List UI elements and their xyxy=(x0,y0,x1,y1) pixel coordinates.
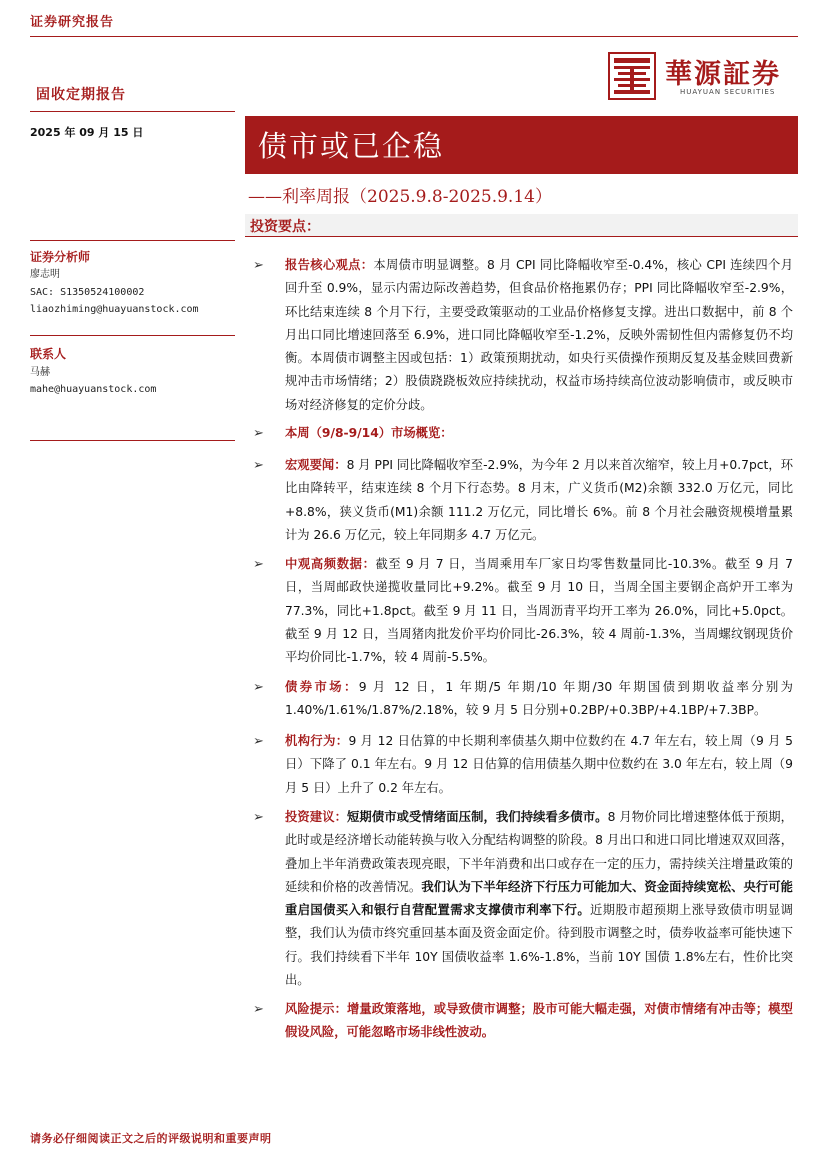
bond-paragraph xyxy=(285,676,793,723)
risk-paragraph xyxy=(285,998,793,1045)
meso-label: 中观高频数据： xyxy=(285,557,376,571)
macro-paragraph xyxy=(285,454,793,547)
sidebar-divider xyxy=(30,440,235,441)
contact-email[interactable]: mahe@huayuanstock.com xyxy=(30,384,157,395)
overview-label: 本周（9/8-9/14）市场概览： xyxy=(285,426,453,440)
advice-bold-1: 短期债市或受情绪面压制，我们持续看多债市。 xyxy=(347,810,608,824)
bond-label: 债券市场： xyxy=(285,680,359,694)
institution-paragraph xyxy=(285,730,793,800)
bullet-arrow-icon: ➢ xyxy=(253,810,264,825)
bullet-arrow-icon: ➢ xyxy=(253,258,264,273)
institution-label: 机构行为： xyxy=(285,734,349,748)
report-date: 2025 年 09 月 15 日 xyxy=(30,126,144,139)
institution-text: 9 月 12 日估算的中长期利率债基久期中位数约在 4.7 年左右，较上周（9 月 5 日）下降了 0.1 年左右。9 月 12 日估算的信用债基久期中位数约在 3.0 年左右，较上周（9 月 5 日）上升了 0.2 年左右。 xyxy=(285,734,793,795)
company-name-cn: 華源証券 xyxy=(665,59,781,90)
advice-text-2: 近期股市超预期上涨导致债市明显调整，我们认为债市终究重回基本面及资金面定价。待到股市调整之时，债券收益率可能快速下行。我们持续看下半年 10Y 国债收益率 1.6%-1.8%，当前 10Y 国债 1.8%左右，性价比突出。 xyxy=(285,903,793,988)
key-points-bar xyxy=(245,214,798,237)
risk-label: 风险提示： xyxy=(285,1002,347,1016)
analyst-name: 廖志明 xyxy=(30,269,60,280)
sidebar-divider xyxy=(30,240,235,241)
advice-bold-2: 我们认为下半年经济下行压力可能加大、资金面持续宽松、央行可能重启国债买入和银行自营配置需求支撑债市利率下行。 xyxy=(285,879,793,918)
core-view-text: 本周债市明显调整。8 月 CPI 同比降幅收窄至-0.4%，核心 CPI 连续四个月回升至 0.9%，显示内需边际改善趋势，但食品价格拖累仍存；PPI 同比降幅收窄至-2.9%，环比结束连续 8 个月下行，主要受政策驱动的工业品价格修复支撑。进出口数据中，前 8 个月出口同比增速回落至 6.9%，进口同比降幅收窄至-1.2%，反映外需韧性但内需修复仍不均衡。本周债市调整主因或包括：1）政策预期扰动，如央行买债操作预期反复及基金赎回费新规冲击市场情绪；2）股债跷跷板效应持续扰动，权益市场持续高位波动影响债市，或反映市场对经济修复的定价分歧。 xyxy=(285,258,793,412)
report-type: 固收定期报告 xyxy=(36,87,126,103)
company-name-en: HUAYUAN SECURITIES xyxy=(680,88,776,96)
overview-paragraph xyxy=(285,422,793,445)
bullet-arrow-icon: ➢ xyxy=(253,680,264,695)
bullet-arrow-icon: ➢ xyxy=(253,426,264,441)
risk-text: 增量政策落地，或导致债市调整；股市可能大幅走强，对债市情绪有冲击等；模型假设风险，可能忽略市场非线性波动。 xyxy=(285,1002,793,1040)
bullet-arrow-icon: ➢ xyxy=(253,1002,264,1017)
meso-text: 截至 9 月 7 日，当周乘用车厂家日均零售数量同比-10.3%。截至 9 月 7 日，当周邮政快递揽收量同比+9.2%。截至 9 月 10 日，当周全国主要钢企高炉开工率为 77.3%，同比+1.8pct。截至 9 月 11 日，当周沥青平均开工率为 26.0%，同比+5.0pct。截至 9 月 12 日，当周猪肉批发价平均价同比-26.3%，较 4 周前-1.3%，当周螺纹钢现货价平均价同比-1.7%，较 4 周前-5.5%。 xyxy=(285,557,793,665)
analyst-email[interactable]: liaozhiming@huayuanstock.com xyxy=(30,304,199,315)
disclaimer-footer: 请务必仔细阅读正文之后的评级说明和重要声明 xyxy=(30,1132,272,1145)
meso-paragraph xyxy=(285,553,793,669)
bullet-arrow-icon: ➢ xyxy=(253,458,264,473)
core-view-label: 报告核心观点： xyxy=(285,258,374,272)
analyst-sac: SAC: S1350524100002 xyxy=(30,287,145,298)
contact-heading: 联系人 xyxy=(30,347,67,361)
key-points-heading: 投资要点： xyxy=(250,219,320,235)
huayuan-logo-icon xyxy=(608,52,656,100)
bond-text: 9 月 12 日，1 年期/5 年期/10 年期/30 年期国债到期收益率分别为 1.40%/1.61%/1.87%/2.18%，较 9 月 5 日分别+0.2BP/+0.3BP/+4.1BP/+7.3BP。 xyxy=(285,680,793,718)
report-subtitle: ——利率周报（2025.9.8-2025.9.14） xyxy=(248,187,552,207)
bullet-arrow-icon: ➢ xyxy=(253,734,264,749)
macro-label: 宏观要闻： xyxy=(285,458,347,472)
left-divider xyxy=(30,111,235,112)
advice-label: 投资建议： xyxy=(285,810,348,824)
macro-text: 8 月 PPI 同比降幅收窄至-2.9%，为今年 2 月以来首次缩窄，较上月+0.7pct，环比由降转平，结束连续 8 个月下行态势。8 月末，广义货币(M2)余额 332.0 万亿元，同比+8.8%，狭义货币(M1)余额 111.2 万亿元，同比增长 6%。前 8 个月社会融资规模增量累计为 26.6 万亿元，较上年同期多 4.7 万亿元。 xyxy=(285,458,793,542)
advice-paragraph xyxy=(285,806,793,992)
advice-text-1: 8 月物价同比增速整体低于预期，此时或是经济增长动能转换与收入分配结构调整的阶段。8 月出口和进口同比增速双双回落，叠加上半年消费政策表现亮眼，下半年消费和出口或存在一定的压力，需持续关注增量政策的延续和价格的改善情况。 xyxy=(285,810,793,894)
report-category: 证券研究报告 xyxy=(30,15,115,30)
bullet-arrow-icon: ➢ xyxy=(253,557,264,572)
report-title: 债市或已企稳 xyxy=(258,129,445,163)
contact-name: 马赫 xyxy=(30,367,50,378)
core-view-paragraph xyxy=(285,254,793,417)
top-divider xyxy=(30,36,798,37)
sidebar-divider xyxy=(30,335,235,336)
analyst-heading: 证券分析师 xyxy=(30,250,91,264)
